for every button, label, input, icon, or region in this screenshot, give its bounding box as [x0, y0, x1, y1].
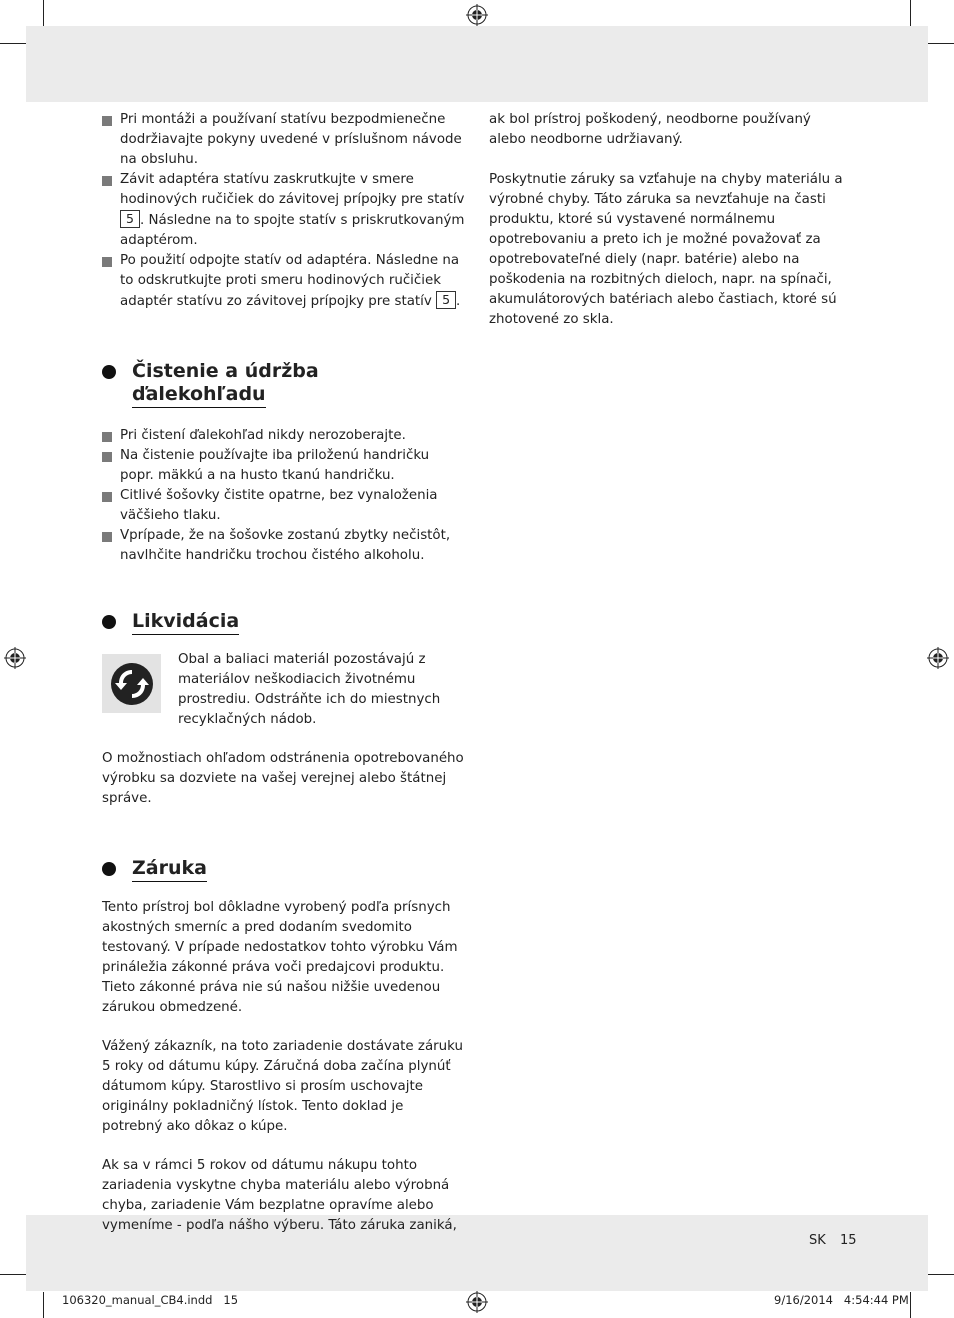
crop-mark: [928, 43, 954, 44]
section-heading-cleaning: Čistenie a údržba ďalekohľadu: [102, 360, 466, 406]
warranty-paragraph: Tento prístroj bol dôkladne vyrobený podľa prísnych akostných smerníc a pred dodaním svedomito testovaný. V prípade nedostatkov tohto výrobku Vám prináležia zákonné práva voči predajcovi produktu. Tieto zákonné práva nie sú našou nižšie uvedenou zárukou obmedzené.: [102, 900, 458, 1015]
crop-mark: [0, 1274, 26, 1275]
list-item: Závit adaptéra statívu zaskrutkujte v smere hodinových ručičiek do závitovej prípojky pre statív 5 . Následne na to spojte statív s priskrutkovaným adaptérom.: [102, 170, 466, 251]
disposal-info: O možnostiach ohľadom odstránenia opotrebovaného výrobku sa dozviete na vašej verejnej alebo štátnej správe.: [102, 751, 464, 806]
header-band: [26, 26, 928, 102]
language-code: SK: [809, 1233, 826, 1248]
warranty-scope: Poskytnutie záruky sa vzťahuje na chyby materiálu a výrobné chyby. Táto záruka sa nevzťahuje na časti produktu, ktoré sú vystavené normálnemu opotrebovaniu a preto ich je možné považovať za opotrebovateľné diely (napr. batérie) alebo na poškodenia na rozbitných dieloch, napr. na spínači, akumulátorových batériach alebo častiach, ktoré sú zhotovené zo skla.: [489, 172, 843, 327]
part-reference: 5: [436, 291, 456, 309]
packaging-text: Obal a baliaci materiál pozostávajú z materiálov neškodiacich životnému prostrediu. Odstráňte ich do miestnych recyklačných nádob.: [178, 652, 441, 727]
recycle-icon: [102, 654, 161, 713]
crop-mark: [43, 1292, 44, 1318]
print-slug-timestamp: 9/16/2014 4:54:44 PM: [774, 1293, 909, 1307]
warranty-paragraph: Vážený zákazník, na toto zariadenie dostávate záruku 5 roky od dátumu kúpy. Záručná doba začína plynúť dátumom kúpy. Starostlivo si prosím uschovajte originálny pokladničný lístok. Tento doklad je potrebný ako dôkaz o kúpe.: [102, 1039, 463, 1134]
crop-mark: [910, 1292, 911, 1318]
page-number: 15: [840, 1233, 857, 1248]
list-item: Citlivé šošovky čistite opatrne, bez vynaloženia väčšieho tlaku.: [102, 486, 466, 526]
cleaning-list: [102, 426, 466, 566]
section-heading-warranty: Záruka: [102, 857, 466, 880]
registration-mark-icon: [4, 647, 26, 669]
registration-mark-icon: [927, 647, 949, 669]
disposal-packaging: [102, 650, 466, 730]
warranty-paragraph: Ak sa v rámci 5 rokov od dátumu nákupu tohto zariadenia vyskytne chyba materiálu alebo výrobná chyba, zariadenie Vám bezplatne opravíme alebo vymeníme - podľa nášho výberu. Táto záruka zaniká,: [102, 1158, 457, 1233]
list-item: Na čistenie používajte iba priloženú handričku popr. mäkkú a na husto tkanú handričku.: [102, 446, 466, 486]
right-column: [489, 110, 849, 330]
registration-mark-icon: [466, 4, 488, 26]
crop-mark: [43, 0, 44, 26]
list-item: Po použití odpojte statív od adaptéra. Následne na to odskrutkujte proti smeru hodinových ručičiek adaptér statívu zo závitovej prípojky pre statív 5 .: [102, 251, 466, 312]
recycle-icon: [110, 662, 154, 706]
left-column: [102, 110, 466, 1236]
warranty-continuation: ak bol prístroj poškodený, neodborne používaný alebo neodborne udržiavaný.: [489, 112, 811, 147]
crop-mark: [928, 1274, 954, 1275]
list-item: Pri čistení ďalekohľad nikdy nerozoberajte.: [102, 426, 466, 446]
section-heading-disposal: Likvidácia: [102, 610, 466, 633]
print-slug-file: 106320_manual_CB4.indd 15: [62, 1293, 239, 1307]
crop-mark: [0, 43, 26, 44]
tripod-instructions: [102, 110, 466, 312]
registration-mark-icon: [466, 1291, 488, 1313]
part-reference: 5: [120, 210, 140, 228]
list-item: Pri montáži a používaní statívu bezpodmienečne dodržiavajte pokyny uvedené v príslušnom návode na obsluhu.: [102, 110, 466, 170]
list-item: Vprípade, že na šošovke zostanú zbytky nečistôt, navlhčite handričku trochou čistého alkoholu.: [102, 526, 466, 566]
crop-mark: [910, 0, 911, 26]
